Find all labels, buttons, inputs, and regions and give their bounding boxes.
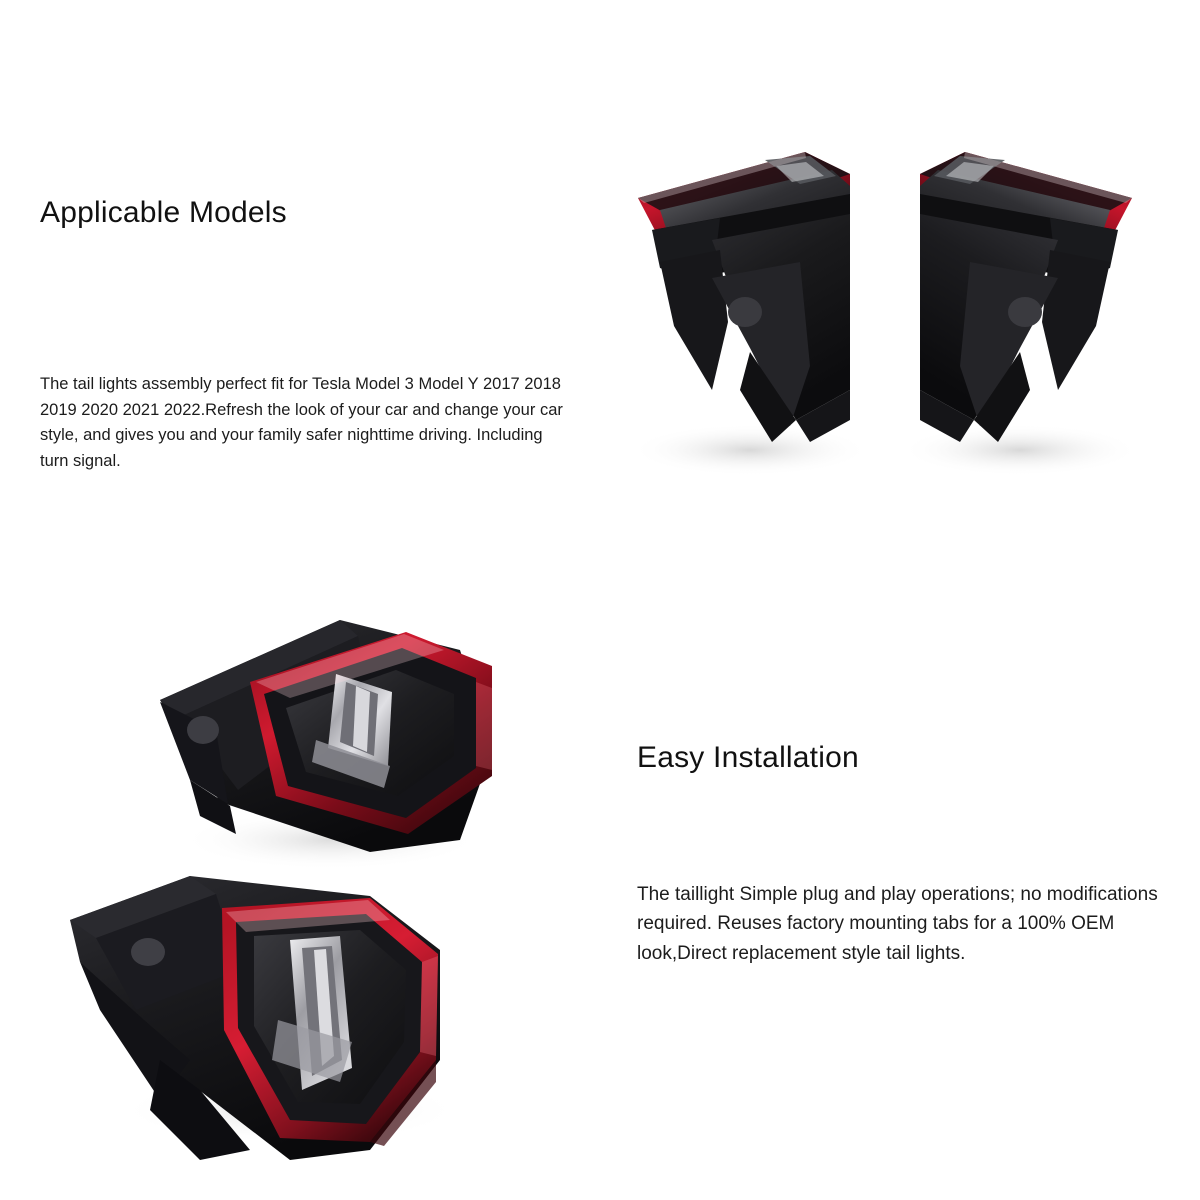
left-tail-light bbox=[638, 152, 850, 442]
easy-installation-description: The taillight Simple plug and play operations; no modifications required. Reuses factory mounting tabs for a 100% OEM look,Direct replacement style tail lights. bbox=[637, 884, 1158, 964]
section-heading-easy-installation: Easy Installation bbox=[637, 741, 859, 774]
upper-tail-light bbox=[160, 620, 492, 852]
page-title: Applicable Models bbox=[40, 196, 287, 229]
right-tail-light bbox=[920, 152, 1132, 442]
tail-light-pair-photo bbox=[600, 90, 1170, 510]
tail-light-stacked-photo bbox=[40, 590, 600, 1170]
applicable-models-description: The tail lights assembly perfect fit for Tesla Model 3 Model Y 2017 2018 2019 2020 2021 2022.Refresh the look of your car and change your car style, and gives you and your family safer nighttime driving. Including turn signal. bbox=[40, 375, 563, 470]
